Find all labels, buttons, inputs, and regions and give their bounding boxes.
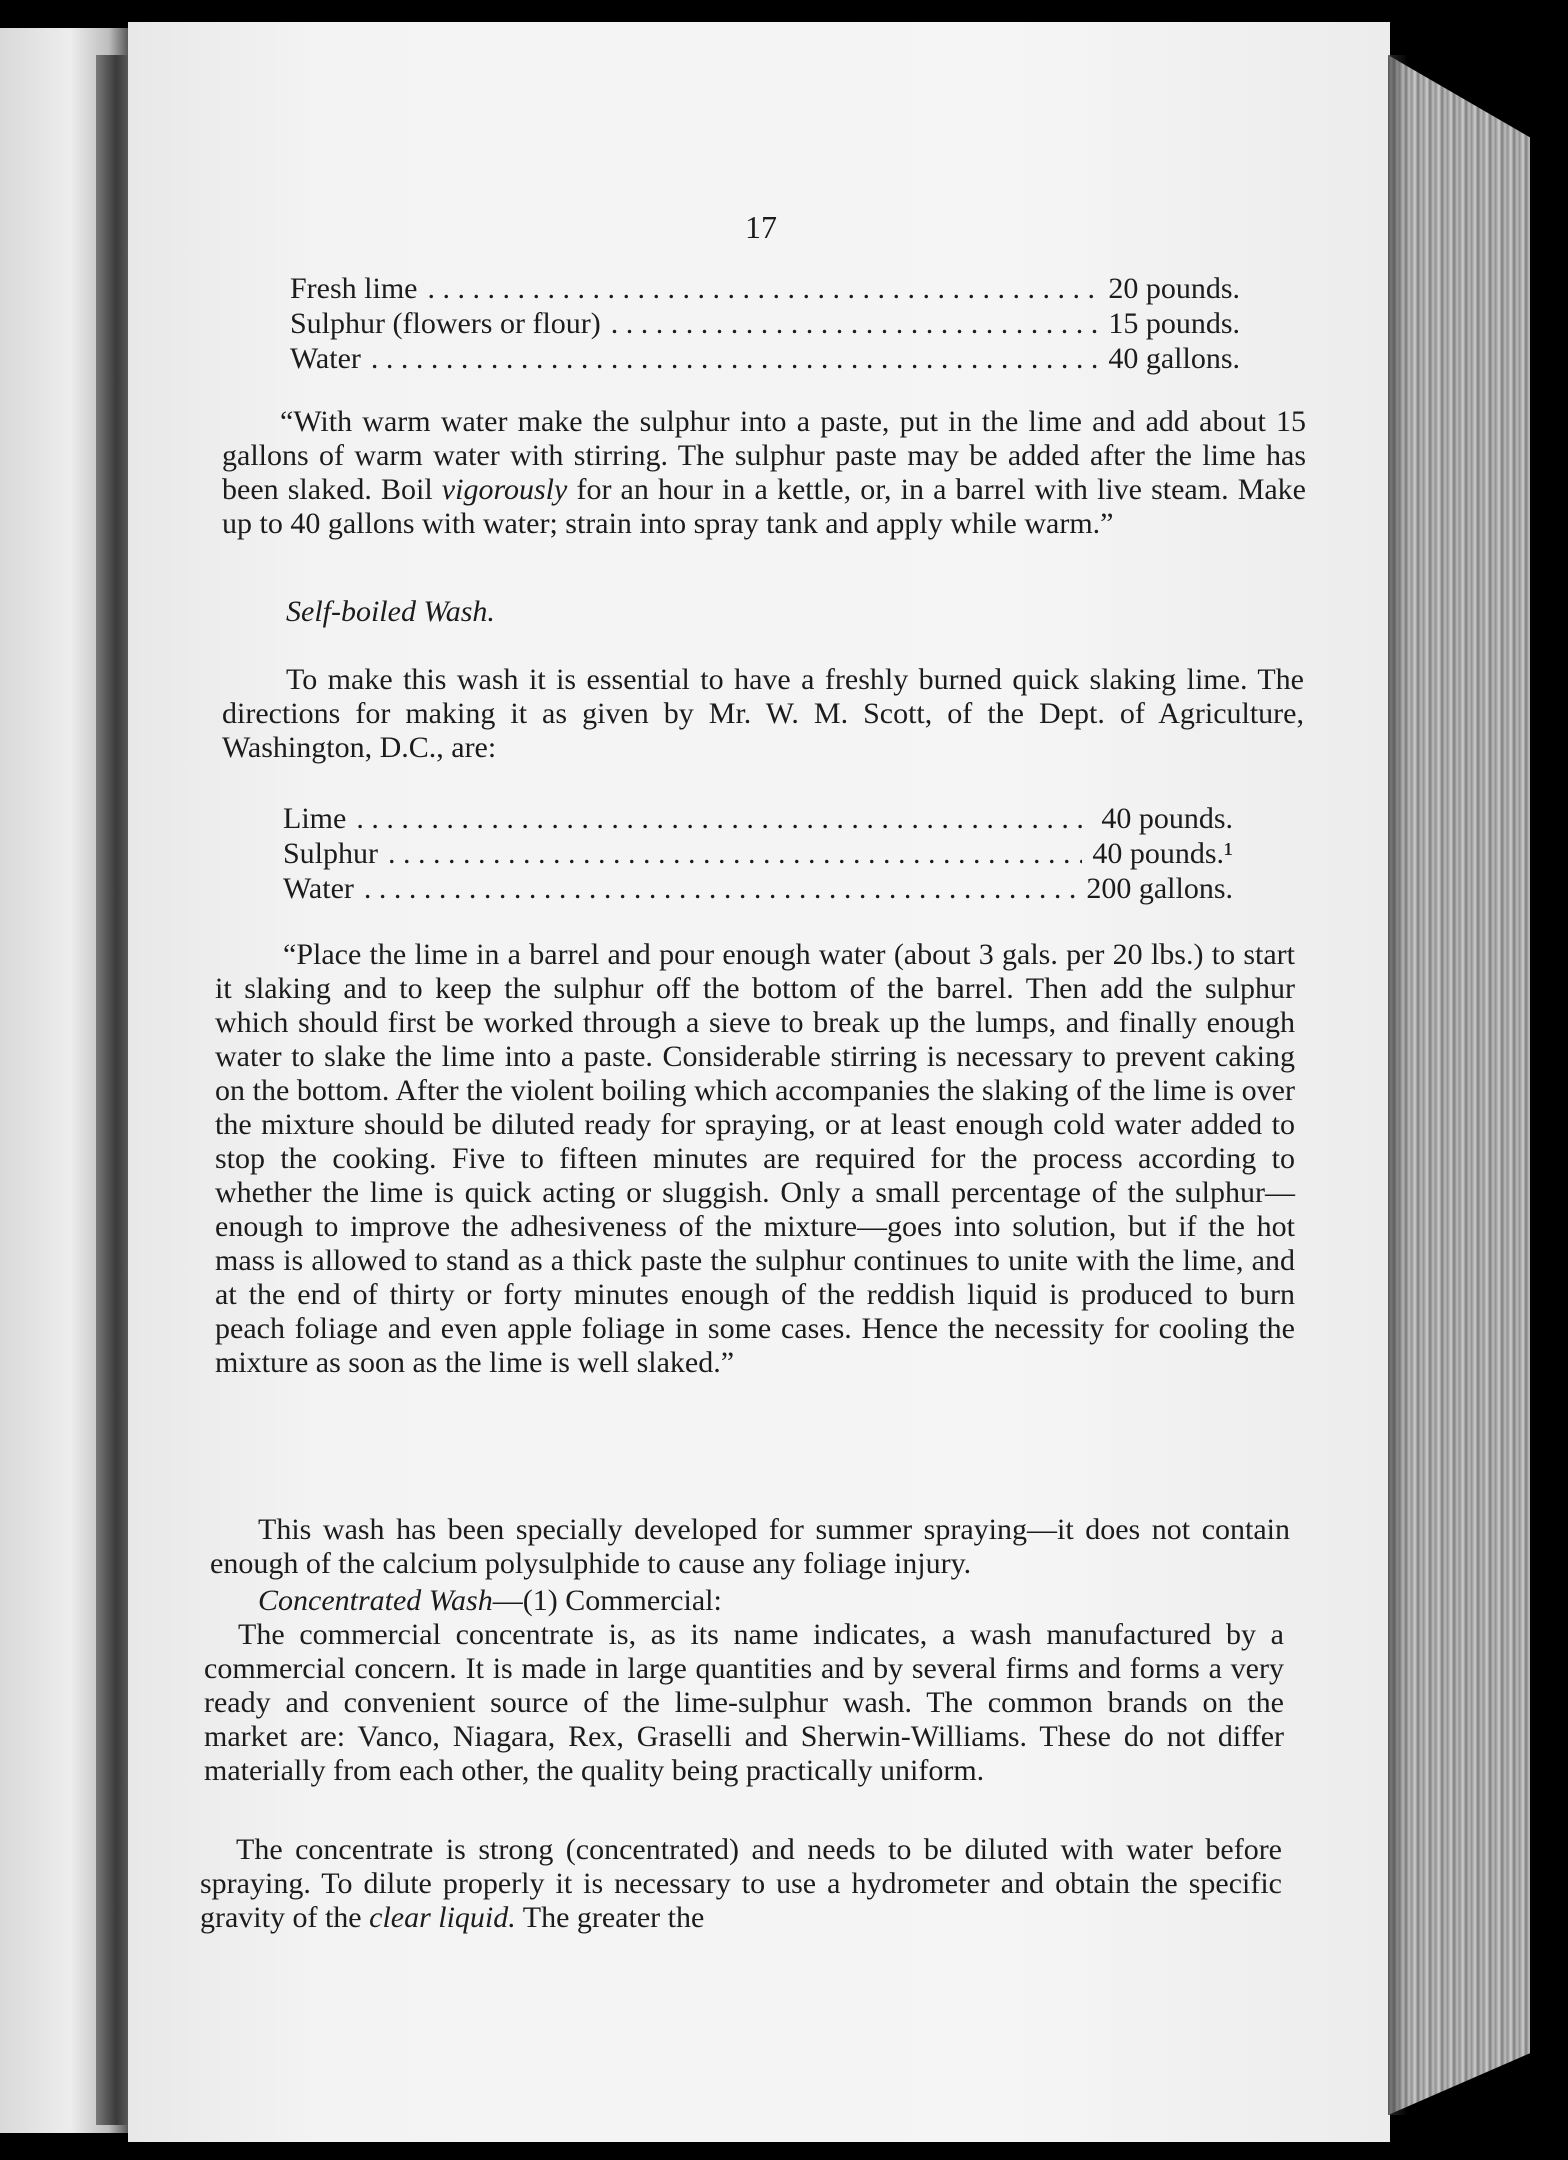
ingredient-quantity: 40 gallons.: [1108, 342, 1240, 375]
leader-dots: [364, 872, 1076, 906]
paragraph-text: The concentrate is strong (concentrated) and needs to be diluted with water before spraying. To dilute properly it is necessary to use a hydrometer and obtain the specific gravity of the: [200, 1833, 1282, 1934]
emphasis-text: clear liquid.: [369, 1901, 516, 1934]
paragraph-boil-instructions: [222, 405, 1306, 541]
ingredient-quantity: 20 pounds.: [1108, 272, 1240, 305]
heading-subtitle: —(1) Commercial:: [492, 1584, 722, 1617]
recipe-row: [290, 342, 1240, 377]
ingredient-name: Water: [283, 872, 354, 905]
ingredient-quantity: 15 pounds.: [1108, 307, 1240, 340]
recipe-row: [290, 272, 1240, 307]
heading-self-boiled-wash: Self-boiled Wash.: [286, 595, 495, 628]
heading-title: Concentrated Wash: [258, 1584, 493, 1617]
paragraph-summer-spraying: This wash has been specially developed for summer spraying—it does not contain enough of the calcium polysulphide to cause any foliage injury.: [210, 1513, 1290, 1580]
paragraph-slaking-directions: “Place the lime in a barrel and pour enough water (about 3 gals. per 20 lbs.) to start it slaking and to keep the sulphur off the bottom of the barrel. Then add the sulphur which should first be worked through a sieve to break up the lumps, and finally enough water to slake the lime into a paste. Considerable stirring is necessary to prevent caking on the bottom. After the violent boiling which accompanies the slaking of the lime is over the mixture should be diluted ready for spraying, or at least enough cold water added to stop the cooking. Five to fifteen minutes are required for the process according to whether the lime is quick acting or sluggish. Only a small percentage of the sulphur—enough to improve the adhesiveness of the mixture—goes into solution, but if the hot mass is allowed to stand as a thick paste the sulphur continues to unite with the lime, and at the end of thirty or forty minutes enough of the reddish liquid is produced to burn peach foliage and even apple foliage in some cases. Hence the necessity for cooling the mixture as soon as the lime is well slaked.”: [215, 938, 1295, 1379]
leader-dots: [356, 802, 1091, 836]
recipe-lime-sulphur: [290, 272, 1240, 377]
paragraph-commercial-concentrate: The commercial concentrate is, as its name indicates, a wash manufactured by a commercial concern. It is made in large quantities and by several firms and forms a very ready and convenient source of the lime-sulphur wash. The common brands on the market are: Vanco, Niagara, Rex, Graselli and Sherwin-Williams. These do not differ materially from each other, the quality being practically uniform.: [204, 1618, 1284, 1787]
ingredient-name: Lime: [283, 802, 347, 835]
ingredient-name: Sulphur: [283, 837, 379, 870]
emphasis-text: vigorously: [441, 473, 568, 506]
leader-dots: [611, 307, 1099, 341]
paragraph-text: The greater the: [515, 1901, 705, 1934]
ingredient-name: Water: [290, 342, 361, 375]
page-number: 17: [745, 209, 777, 245]
ingredient-name: Fresh lime: [290, 272, 418, 305]
heading-concentrated-wash: [258, 1584, 722, 1618]
ingredient-quantity: 40 pounds.¹: [1092, 837, 1233, 870]
recipe-row: [283, 837, 1233, 872]
ingredient-name: Sulphur (flowers or flour): [290, 307, 601, 340]
ingredient-quantity: 200 gallons.: [1086, 872, 1233, 905]
paragraph-dilution: [200, 1833, 1282, 1935]
recipe-row: [283, 872, 1233, 907]
paragraph-text: “With warm water make the sulphur into a paste, put in the lime and add about 15 gallons of warm water with stirring. The sulphur paste may be added after the lime has been slaked. Boil: [222, 405, 1306, 506]
paragraph-text: for an hour in a kettle, or, in a barrel with live steam. Make up to 40 gallons with water; strain into spray tank and apply while warm.”: [222, 473, 1306, 540]
paragraph-self-boiled-intro: To make this wash it is essential to have a freshly burned quick slaking lime. The directions for making it as given by Mr. W. M. Scott, of the Dept. of Agriculture, Washington, D.C., are:: [222, 663, 1304, 764]
leader-dots: [371, 342, 1098, 376]
ingredient-quantity: 40 pounds.: [1101, 802, 1233, 835]
recipe-self-boiled: [283, 802, 1233, 907]
recipe-row: [283, 802, 1233, 837]
leader-dots: [428, 272, 1099, 306]
recipe-row: [290, 307, 1240, 342]
leader-dots: [388, 837, 1082, 871]
